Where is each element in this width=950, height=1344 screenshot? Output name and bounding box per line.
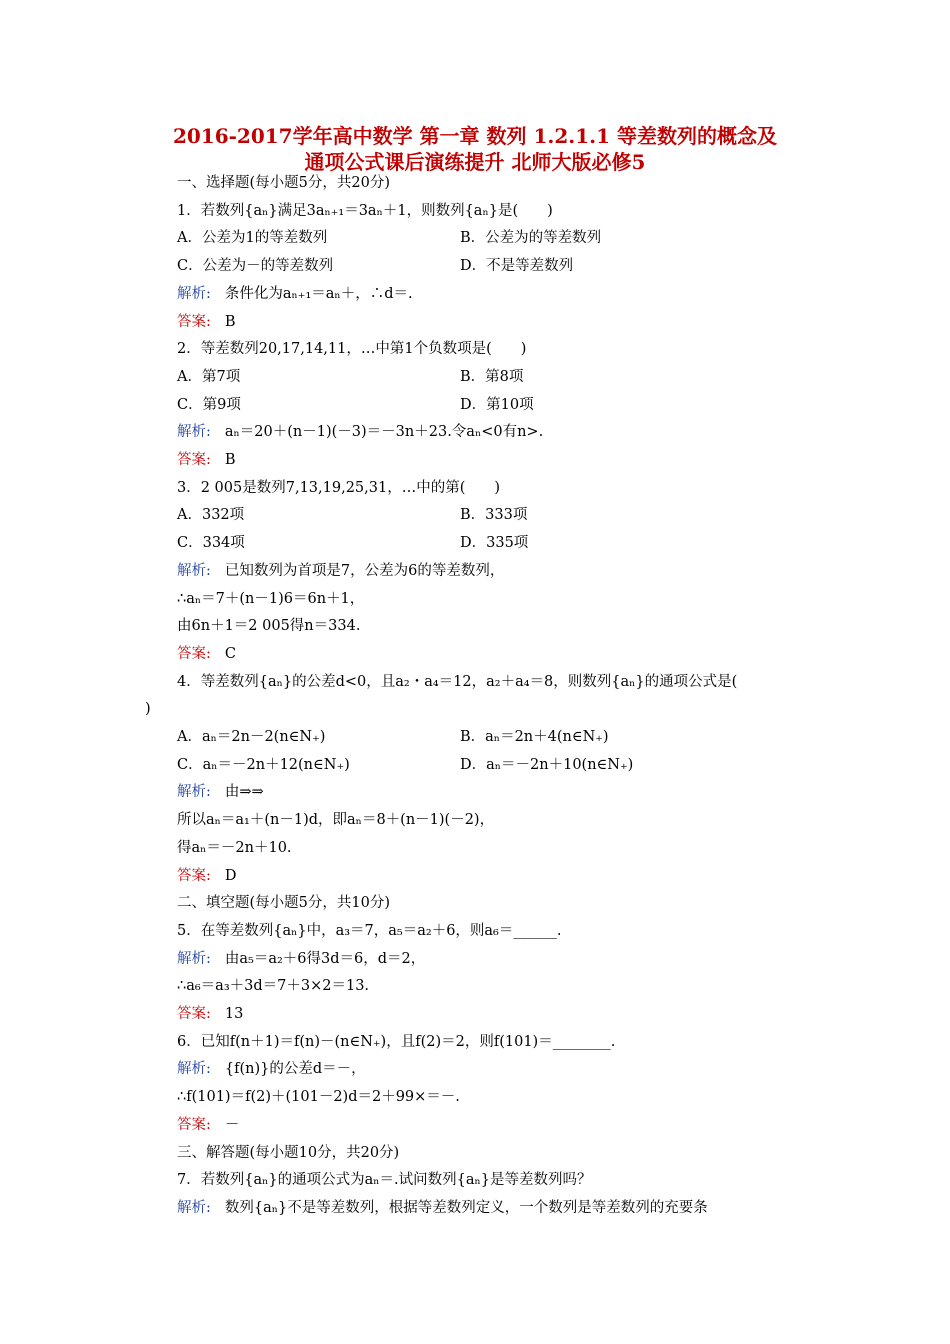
text-line: [177, 782, 264, 802]
line-text: {f(n)}的公差d＝－，: [224, 1061, 366, 1078]
option-left: A．aₙ＝2n－2(n∈N₊): [177, 729, 326, 745]
line-text: 所以aₙ＝a₁＋(n－1)d，即aₙ＝8＋(n－1)(－2)，: [177, 812, 495, 829]
text-line: [177, 173, 390, 193]
line-text: ∴f(101)＝f(2)＋(101－2)d＝2＋99×＝－.: [177, 1089, 460, 1106]
title-line-2: 通项公式课后演练提升 北师大版必修5: [304, 150, 646, 174]
answer-label: 答案:: [177, 452, 211, 468]
line-text: 5．在等差数列{aₙ}中，a₃＝7，a₅＝a₂＋6，则a₆＝______.: [177, 922, 562, 939]
text-line: [177, 256, 574, 276]
line-text: －: [224, 1116, 240, 1133]
line-text: 已知数列为首项是7，公差为6的等差数列，: [224, 562, 505, 579]
answer-label: 答案:: [177, 1006, 211, 1022]
text-line: [177, 1032, 615, 1052]
analysis-label: 解析:: [177, 784, 211, 801]
analysis-label: 解析:: [177, 424, 211, 441]
option-left: C．第9项: [177, 396, 241, 413]
analysis-label: 解析:: [177, 285, 211, 302]
option-right: B．公差为的等差数列: [460, 230, 602, 247]
line-text: 由6n＋1＝2 005得n＝334.: [177, 618, 361, 635]
text-line: [177, 893, 390, 913]
text-line: [177, 450, 236, 470]
line-text: B: [224, 313, 236, 330]
option-left: A．第7项: [177, 368, 241, 385]
text-line: [177, 921, 561, 941]
answer-label: 答案:: [177, 313, 211, 330]
text-line: [177, 755, 634, 775]
text-line: [177, 1059, 366, 1079]
text-line: [177, 644, 236, 664]
text-line: [177, 367, 524, 387]
text-line: [177, 201, 553, 221]
text-line: [177, 395, 534, 415]
answer-label: 答案:: [177, 1116, 211, 1133]
option-left: A．332项: [177, 507, 245, 524]
line-text: 1．若数列{aₙ}满足3aₙ₊₁＝3aₙ＋1，则数列{aₙ}是( ): [177, 202, 553, 219]
text-line: [177, 838, 292, 858]
text-line: [177, 422, 543, 442]
line-text: 4．等差数列{aₙ}的公差d<0，且a₂・a₄＝12，a₂＋a₄＝8，则数列{aₙ}的通项公式是(: [177, 673, 738, 690]
option-right: B．333项: [460, 507, 528, 524]
text-line: [177, 810, 494, 830]
text-line: [177, 616, 360, 636]
line-text: 7．若数列{aₙ}的通项公式为aₙ＝.试问数列{aₙ}是等差数列吗？: [177, 1172, 592, 1189]
text-line: [177, 284, 413, 304]
text-line: [177, 478, 500, 498]
line-text: aₙ＝20＋(n－1)(－3)＝－3n＋23.令aₙ<0有n>.: [224, 424, 544, 441]
answer-label: 答案:: [177, 645, 211, 662]
text-line: [177, 1170, 592, 1190]
line-text: 由a₅＝a₂＋6得3d＝6，d＝2，: [224, 950, 426, 967]
text-line: [177, 1115, 239, 1135]
option-left: C．公差为－的等差数列: [177, 258, 334, 275]
option-right: B．第8项: [460, 368, 524, 385]
analysis-label: 解析:: [177, 1199, 211, 1216]
line-text: 二、填空题(每小题5分，共10分): [177, 895, 390, 912]
text-line: [177, 949, 425, 969]
option-right: D．335项: [460, 535, 529, 552]
option-right: D．第10项: [460, 396, 534, 413]
line-text: 得aₙ＝－2n＋10.: [177, 839, 292, 856]
text-line: [145, 699, 151, 719]
text-line: [177, 866, 237, 886]
text-line: [177, 1198, 708, 1218]
text-line: [177, 505, 528, 525]
line-text: 一、选择题(每小题5分，共20分): [177, 175, 390, 191]
text-line: [177, 976, 369, 996]
line-text: 由⇒⇒: [224, 784, 264, 801]
line-text: 3．2 005是数列7,13,19,25,31，…中的第( ): [177, 479, 501, 496]
line-text: ): [145, 701, 151, 718]
text-line: [177, 1143, 399, 1163]
option-left: A．公差为1的等差数列: [177, 230, 328, 247]
analysis-label: 解析:: [177, 950, 211, 967]
text-line: [177, 1004, 243, 1024]
line-text: 条件化为aₙ₊₁＝aₙ＋，∴d＝.: [224, 285, 413, 302]
analysis-label: 解析:: [177, 562, 211, 579]
option-left: C．aₙ＝－2n＋12(n∈N₊): [177, 756, 350, 773]
text-line: [177, 339, 526, 359]
text-line: [177, 561, 504, 581]
line-text: 数列{aₙ}不是等差数列，根据等差数列定义，一个数列是等差数列的充要条: [224, 1199, 708, 1216]
text-line: [177, 727, 609, 747]
line-text: 13: [224, 1006, 244, 1022]
text-line: [177, 312, 236, 332]
option-right: D．不是等差数列: [460, 258, 574, 275]
option-right: D．aₙ＝－2n＋10(n∈N₊): [460, 756, 634, 773]
line-text: 2．等差数列20,17,14,11，…中第1个负数项是( ): [177, 341, 527, 358]
text-line: [177, 533, 529, 553]
line-text: C: [224, 645, 236, 662]
analysis-label: 解析:: [177, 1061, 211, 1078]
line-text: 三、解答题(每小题10分，共20分): [177, 1144, 400, 1161]
option-left: C．334项: [177, 535, 245, 552]
option-right: B．aₙ＝2n＋4(n∈N₊): [460, 729, 609, 745]
line-text: D: [224, 867, 237, 884]
line-text: B: [224, 452, 236, 468]
line-text: ∴aₙ＝7＋(n－1)6＝6n＋1，: [177, 590, 365, 607]
line-text: 6．已知f(n＋1)＝f(n)－(n∈N₊)，且f(2)＝2，则f(101)＝________.: [177, 1033, 616, 1050]
title-line-1: 2016-2017学年高中数学 第一章 数列 1.2.1.1 等差数列的概念及: [172, 124, 778, 148]
text-line: [177, 589, 364, 609]
answer-label: 答案:: [177, 867, 211, 884]
text-line: [177, 672, 737, 692]
line-text: ∴a₆＝a₃＋3d＝7＋3×2＝13.: [177, 978, 370, 995]
text-line: [177, 1087, 460, 1107]
text-line: [177, 228, 602, 248]
